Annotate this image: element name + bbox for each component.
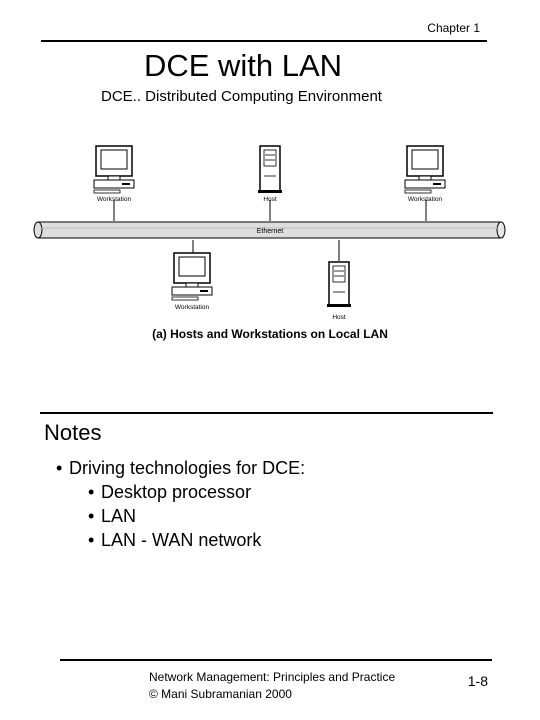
device-label: Workstation xyxy=(407,196,443,203)
device-label: Host xyxy=(263,196,277,203)
slide-title: DCE with LAN xyxy=(143,48,343,83)
device-label: Workstation xyxy=(174,304,210,311)
diagram-caption: (a) Hosts and Workstations on Local LAN xyxy=(152,327,388,341)
bus-label: Ethernet xyxy=(256,228,284,235)
list-item: • Driving technologies for DCE: • Desktop processor • LAN • LAN - WAN network xyxy=(56,458,306,550)
host-server-icon xyxy=(258,146,282,193)
footer-rule xyxy=(60,659,492,661)
footer-text xyxy=(149,669,395,703)
network-diagram xyxy=(30,138,510,323)
workstation-icon xyxy=(172,253,212,300)
footer-line: © Mani Subramanian 2000 xyxy=(149,687,292,701)
sub-list xyxy=(56,480,305,552)
footer-line: Network Management: Principles and Practice xyxy=(149,670,396,684)
page-number: 1-8 xyxy=(467,673,488,689)
device-label: Host xyxy=(332,314,346,321)
header-rule xyxy=(41,40,487,42)
list-item: • Desktop processor xyxy=(88,482,252,502)
notes-rule xyxy=(40,412,493,414)
list-item: • LAN xyxy=(88,506,137,526)
workstation-icon xyxy=(94,146,134,193)
notes-heading: Notes xyxy=(44,420,102,445)
slide-subtitle: DCE.. Distributed Computing Environment xyxy=(101,88,382,105)
list-item: • LAN - WAN network xyxy=(88,530,262,550)
workstation-icon xyxy=(405,146,445,193)
host-server-icon xyxy=(327,262,351,307)
chapter-label: Chapter 1 xyxy=(427,21,480,35)
notes-list xyxy=(56,456,305,552)
device-label: Workstation xyxy=(96,196,132,203)
